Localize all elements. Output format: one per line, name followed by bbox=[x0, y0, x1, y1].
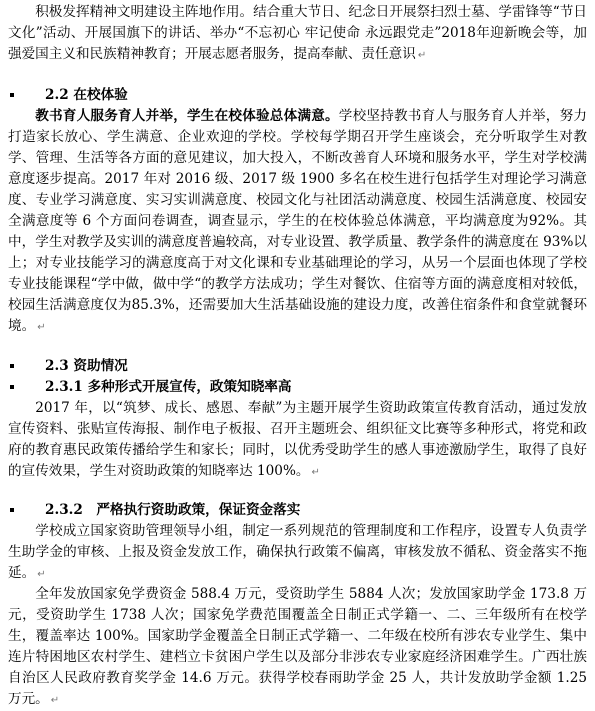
paragraph-mark-icon: ↵ bbox=[50, 695, 60, 706]
section-2-3-2-body-a: 学校成立国家资助管理领导小组，制定一系列规范的管理制度和工作程序，设置专人负责学生助学金的审核、上报及资金发放工作，确保执行政策不偏离，审核发放不循私、资金落实不拖延。 bbox=[8, 523, 587, 581]
heading-2-3-text: 2.3 资助情况 bbox=[45, 358, 128, 374]
paragraph-mark-icon: ↵ bbox=[311, 467, 320, 478]
heading-2-3-1-text: 2.3.1 多种形式开展宣传，政策知晓率高 bbox=[45, 379, 292, 395]
paragraph-mark-icon: ↵ bbox=[37, 322, 46, 333]
heading-2-2-text: 2.2 在校体验 bbox=[45, 87, 128, 103]
section-2-2-paragraph bbox=[8, 106, 587, 338]
paragraph-mark-icon: ↵ bbox=[417, 50, 427, 61]
bullet-icon bbox=[10, 93, 14, 97]
section-2-3-1-body: 2017 年，以“筑梦、成长、感恩、奉献”为主题开展学生资助政策宣传教育活动，通过发放宣传资料、张贴宣传海报、制作电子板报、召开主题班会、组织征文比赛等多种形式，将党和政府的教育惠民政策传播给学生和家长；同时，以优秀受助学生的感人事迹激励学生，取得了良好的宣传效果，学生对资助政策的知晓率达 100%。 bbox=[8, 400, 587, 479]
section-2-3-1-paragraph bbox=[8, 398, 587, 483]
section-2-3-2-body-b: 全年发放国家免学费资金 588.4 万元，受资助学生 5884 人次；发放国家助学金 173.8 万元，受资助学生 1738 人次；国家免学费范围覆盖全日制正式学籍一、二、三年级所有在校学生，覆盖率达 100%。国家助学金覆盖全日制正式学籍一、二年级在校所有涉农专业学生、集中连片特困地区农村学生、建档立卡贫困户学生以及部分非涉农专业家庭经济困难学生。广西壮族自治区人民政府教育奖学金 14.6 万元。获得学校春雨助学金 25 人，共计发放助学金额 1.25 万元。 bbox=[8, 586, 587, 707]
heading-2-3-2-text: 2.3.2 严格执行资助政策，保证资金落实 bbox=[45, 502, 301, 518]
section-2-2-body: 学校坚持教书育人与服务育人并举，努力打造家长放心、学生满意、企业欢迎的学校。学校每学期召开学生座谈会，充分听取学生对教学、管理、生活等各方面的意见建议，加大投入，不断改善育人环境和服务水平，学生对学校满意度逐步提高。2017 年对 2016 级、2017 级 1900 多名在校生进行包括学生对理论学习满意度、专业学习满意度、实习实训满意度、校园文化与社团活动满意度、校园生活满意度、校园安全满意度等 6 个方面问卷调查，调查显示，学生的在校体验总体满意，平均满意度为92%。其中，学生对教学及实训的满意度普遍较高，对专业设置、教学质量、教学条件的满意度在 93%以上；对专业技能学习的满意度高于对文化课和专业基础理论的学习，从另一个层面也体现了学校专业技能课程“学中做，做中学“的教学方法成功；学生对餐饮、住宿等方面的满意度相对较低，校园生活满意度仅为85.3%，还需要加大生活基础设施的建设力度，改善住宿条件和食堂就餐环境。 bbox=[8, 108, 587, 334]
intro-text: 积极发挥精神文明建设主阵地作用。结合重大节日、纪念日开展祭扫烈士墓、学雷锋等“节日文化”活动、开展国旗下的讲话、举办“不忘初心 牢记使命 永远跟党走”2018年迎新晚会等，加强爱国主义和民族精神教育；开展志愿者服务，提高奉献、责任意识 bbox=[8, 4, 587, 62]
section-2-3-2-paragraph-a bbox=[8, 521, 587, 585]
section-2-2-lead: 教书育人服务育人并举，学生在校体验总体满意。 bbox=[35, 108, 339, 124]
section-2-3-2-paragraph-b bbox=[8, 584, 587, 711]
intro-paragraph bbox=[8, 2, 587, 66]
bullet-icon bbox=[10, 508, 14, 512]
bullet-icon bbox=[10, 385, 14, 389]
paragraph-mark-icon: ↵ bbox=[37, 569, 46, 580]
bullet-icon bbox=[10, 364, 14, 368]
